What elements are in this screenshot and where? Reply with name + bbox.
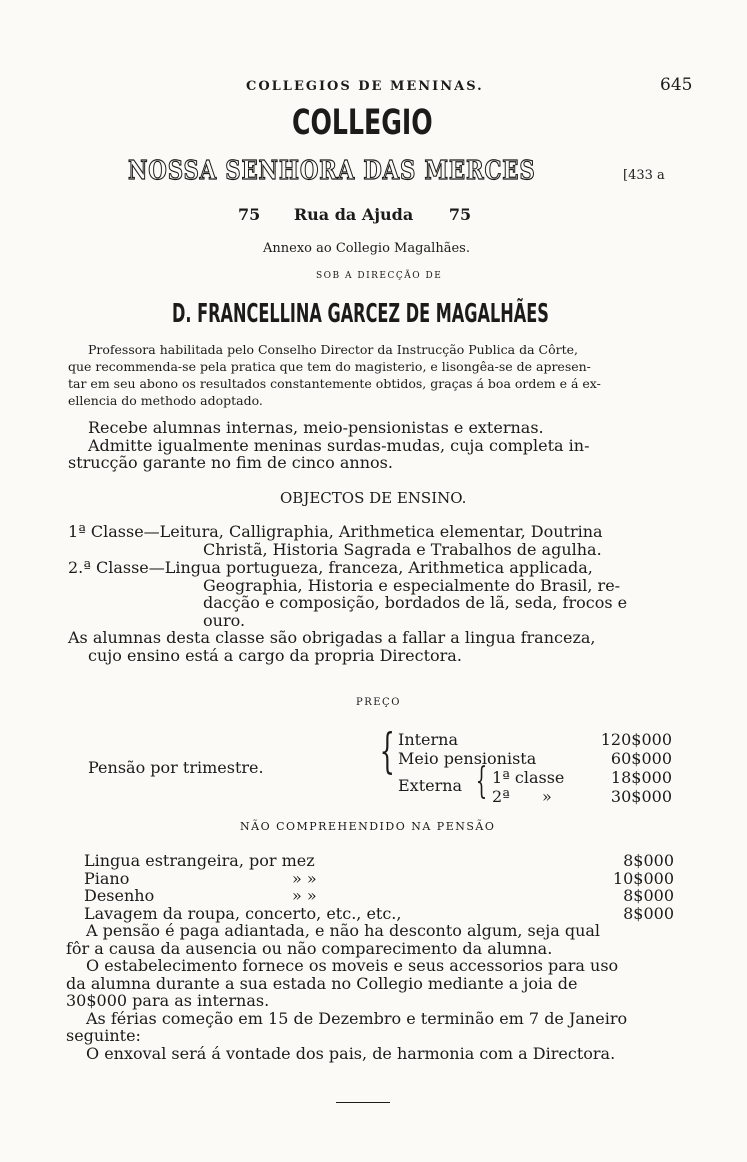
address-number-right: 75: [448, 205, 472, 224]
class-list: [68, 523, 700, 664]
externa-2-price: 30$000: [610, 787, 672, 806]
extras-table: [84, 852, 674, 922]
extras-row: [84, 870, 674, 888]
extras-label: Desenho: [84, 886, 155, 905]
externa-brace-icon: {: [475, 761, 488, 802]
extras-label: Lingua estrangeira, por mez: [84, 851, 315, 870]
college-title: COLLEGIO: [292, 103, 433, 143]
meio-price: 60$000: [610, 749, 672, 768]
intro-line: Professora habilitada pelo Conselho Director da Instrucção Publica da Côrte,: [88, 342, 578, 357]
extras-row: [84, 905, 674, 923]
extras-row: [84, 852, 674, 870]
side-reference: [433 a: [623, 168, 665, 183]
closing-line: seguinte:: [66, 1026, 141, 1045]
externa-2-label: 2ª: [492, 787, 510, 806]
externa-label: Externa: [398, 776, 463, 795]
closing-paragraphs: [66, 922, 692, 1062]
closing-line: As férias começão em 15 de Dezembro e terminão em 7 de Janeiro: [86, 1008, 628, 1028]
pricing-brace-icon: {: [379, 723, 395, 779]
closing-line: O enxoval será á vontade dos pais, de harmonia com a Directora.: [86, 1043, 616, 1063]
page-number: 645: [660, 75, 693, 95]
under-direction: SOB A DIRECÇÃO DE: [316, 271, 443, 281]
price-heading: PREÇO: [356, 697, 401, 708]
annex-note: Annexo ao Collegio Magalhães.: [263, 241, 470, 256]
class-2-line: Geographia, Historia e especialmente do Brasil, re-: [203, 575, 621, 595]
closing-line: fôr a causa da ausencia ou não comparecimento da alumna.: [66, 938, 553, 958]
meio-label: Meio pensionista: [398, 749, 537, 768]
interna-price: 120$000: [600, 730, 672, 749]
objects-heading: OBJECTOS DE ENSINO.: [280, 489, 467, 507]
extras-price: 8$000: [623, 851, 674, 870]
intro-line: que recommenda-se pela pratica que tem do magisterio, e lisongêa-se de apresen-: [68, 359, 591, 374]
director-name: D. FRANCELLINA GARCEZ DE MAGALHÃES: [172, 299, 549, 329]
address: [238, 205, 471, 224]
college-name: NOSSA SENHORA DAS MERCES: [128, 156, 536, 186]
extras-heading: NÃO COMPREHENDIDO NA PENSÃO: [240, 820, 496, 833]
extras-price: 8$000: [623, 886, 674, 905]
closing-line: da alumna durante a sua estada no Collegio mediante a joia de: [66, 973, 578, 993]
extras-price: 10$000: [612, 868, 674, 888]
address-number-left: 75: [238, 205, 261, 224]
address-street: Rua da Ajuda: [293, 205, 414, 224]
extras-label: Piano: [84, 868, 130, 888]
admission-line: strucção garante no fim de cinco annos.: [68, 453, 393, 472]
intro-line: tar em seu abono os resultados constantemente obtidos, graças á boa ordem e á ex-: [68, 376, 601, 391]
running-title: COLLEGIOS DE MENINAS.: [246, 79, 484, 94]
extras-label: Lavagem da roupa, concerto, etc., etc.,: [84, 903, 402, 923]
class-2-line: 2.ª Classe—Lingua portugueza, franceza, Arithmetica applicada,: [68, 558, 593, 577]
interna-label: Interna: [398, 730, 459, 749]
class-1-line: 1ª Classe—Leitura, Calligraphia, Arithmetica elementar, Doutrina: [68, 522, 603, 541]
end-rule: [336, 1102, 390, 1103]
closing-line: O estabelecimento fornece os moveis e seus accessorios para uso: [86, 956, 619, 975]
pension-label: Pensão por trimestre.: [88, 758, 264, 777]
french-line: cujo ensino está a cargo da propria Directora.: [88, 645, 462, 665]
class-2-line: dacção e composição, bordados de lã, seda, frocos e: [203, 593, 628, 612]
intro-paragraph: [68, 341, 696, 409]
extras-ditto: » »: [292, 868, 317, 888]
extras-price: 8$000: [623, 903, 674, 923]
extras-row: [84, 887, 674, 905]
closing-line: 30$000 para as internas.: [66, 991, 270, 1010]
class-2-line: ouro.: [203, 610, 246, 630]
extras-ditto: » »: [292, 886, 317, 905]
admission-paragraph: [68, 419, 696, 472]
externa-2-ditto: »: [542, 787, 552, 806]
externa-1-label: 1ª classe: [492, 768, 565, 787]
admission-line: Admitte igualmente meninas surdas-mudas, cuja completa in-: [88, 435, 590, 455]
closing-line: A pensão é paga adiantada, e não ha desconto algum, seja qual: [86, 921, 601, 940]
class-1-line: Christã, Historia Sagrada e Trabalhos de agulha.: [203, 539, 602, 559]
admission-line: Recebe alumnas internas, meio-pensionistas e externas.: [88, 418, 544, 437]
intro-line: ellencia do methodo adoptado.: [68, 393, 263, 408]
externa-1-price: 18$000: [610, 768, 672, 787]
french-line: As alumnas desta classe são obrigadas a fallar a lingua franceza,: [68, 628, 596, 647]
